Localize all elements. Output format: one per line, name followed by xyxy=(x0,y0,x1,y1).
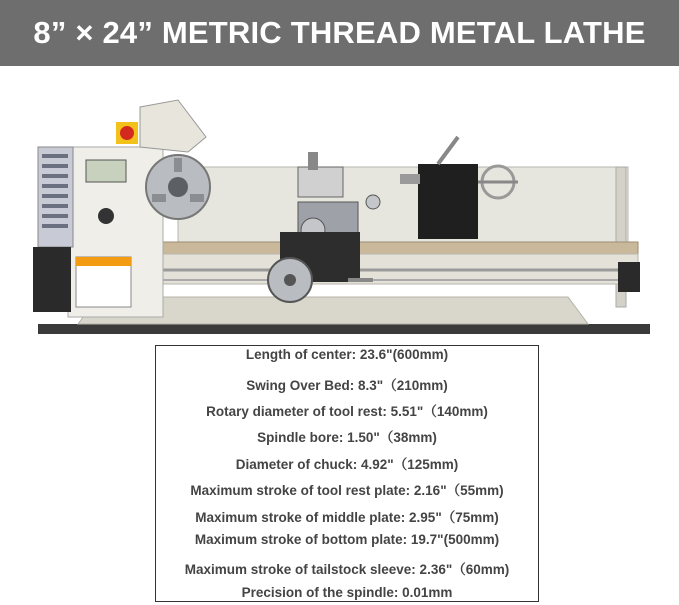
chuck-guard xyxy=(140,100,206,152)
speed-knob xyxy=(98,208,114,224)
lathe-base-plate xyxy=(38,324,650,334)
spec-item: Swing Over Bed: 8.3"（210mm) xyxy=(246,378,448,393)
metal-lathe-photo xyxy=(28,92,658,342)
spec-item: Maximum stroke of middle plate: 2.95"（75mm) xyxy=(195,510,499,525)
spec-item: Spindle bore: 1.50"（38mm) xyxy=(257,430,437,445)
spec-item: Diameter of chuck: 4.92"（125mm) xyxy=(235,457,459,472)
leadscrew-bracket xyxy=(618,262,640,292)
banner-title: 8” × 24” METRIC THREAD METAL LATHE xyxy=(33,15,646,50)
spec-item: Length of center: 23.6"(600mm) xyxy=(245,347,449,362)
spec-table xyxy=(155,345,539,602)
speed-display xyxy=(86,160,126,182)
spec-item: Maximum stroke of tool rest plate: 2.16"（55mm) xyxy=(190,483,504,498)
spec-item: Maximum stroke of tailstock sleeve: 2.36"（60mm) xyxy=(184,562,510,577)
tailstock xyxy=(418,164,478,239)
lathe-bed xyxy=(138,242,638,254)
spec-item: Rotary diameter of tool rest: 5.51"（140mm) xyxy=(206,404,488,419)
emergency-stop-icon xyxy=(120,126,134,140)
spec-item: Precision of the spindle: 0.01mm xyxy=(241,585,453,600)
tool-post xyxy=(298,167,343,197)
title-banner xyxy=(0,0,679,66)
spec-item: Maximum stroke of bottom plate: 19.7"(500mm) xyxy=(194,532,500,547)
